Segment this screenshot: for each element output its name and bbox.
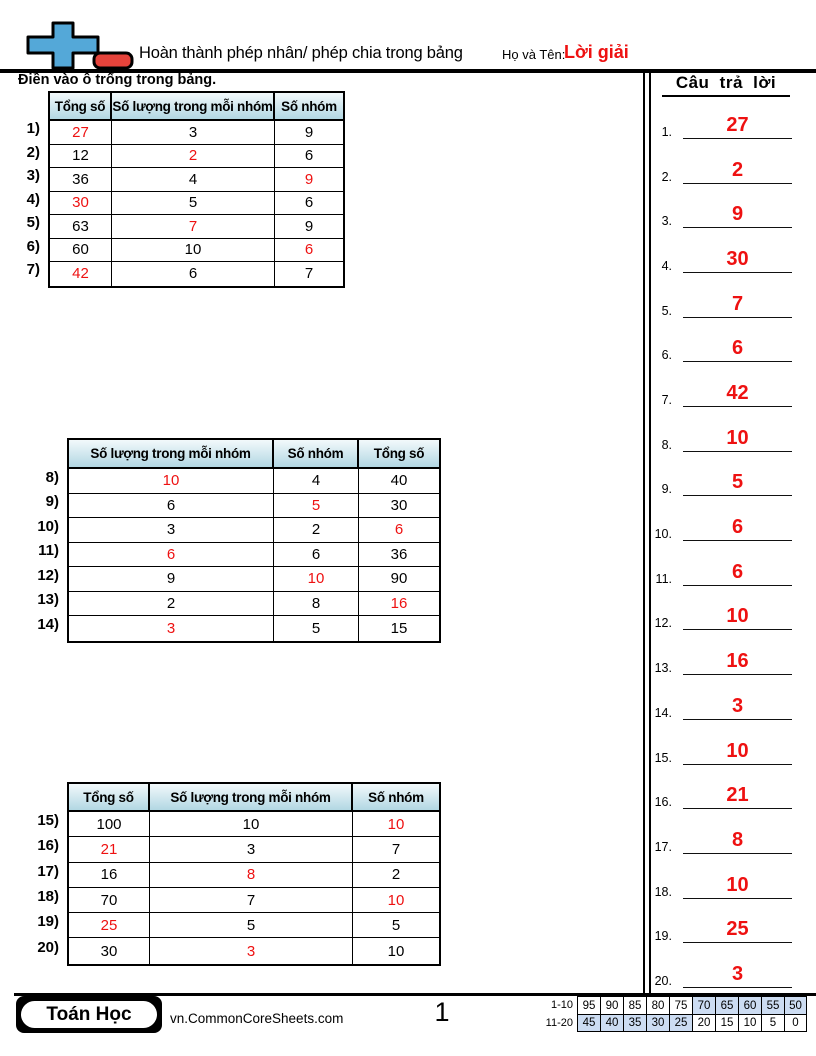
answer-blank-line <box>683 987 792 988</box>
column-header: Số lượng trong mỗi nhóm <box>112 93 275 119</box>
subject-badge-pill <box>21 1001 157 1028</box>
answer-blank-line <box>683 138 792 139</box>
score-cell: 55 <box>761 996 784 1014</box>
answer-cell: 6 <box>394 521 404 539</box>
answer-number: 10. <box>654 527 672 542</box>
row-label: 10) <box>37 517 59 535</box>
score-cell: 35 <box>623 1014 646 1032</box>
page-title: Hoàn thành phép nhân/ phép chia trong bảng <box>139 44 463 62</box>
answer-blank-line <box>683 540 792 541</box>
column-header: Số nhóm <box>275 93 343 119</box>
table-cell: 5 <box>274 616 359 641</box>
table-cell: 6 <box>304 147 314 165</box>
table-cell: 100 <box>69 812 150 836</box>
answer-value: 5 <box>731 471 744 494</box>
answer-blank-line <box>683 406 792 407</box>
table-row <box>50 239 343 263</box>
table-cell: 4 <box>112 168 275 191</box>
column-header: Số nhóm <box>274 440 359 467</box>
score-row <box>533 996 807 1014</box>
table-row <box>69 938 439 963</box>
answer-value: 6 <box>731 560 744 583</box>
table-cell: 12 <box>50 145 112 168</box>
row-label: 15) <box>37 812 59 830</box>
row-label: 8) <box>45 468 59 486</box>
answer-value: 10 <box>726 426 749 449</box>
score-cell: 60 <box>738 996 761 1014</box>
answer-number: 7. <box>661 393 672 408</box>
table-row <box>69 543 439 568</box>
plus-shape <box>28 23 98 68</box>
row-label: 14) <box>37 615 59 633</box>
answer-cell: 42 <box>50 262 112 286</box>
table-cell: 15 <box>390 619 408 637</box>
table-cell: 3 <box>112 121 275 144</box>
table-cell: 90 <box>390 570 408 588</box>
answer-cell: 5 <box>274 494 359 518</box>
answer-number: 11. <box>655 571 672 586</box>
table-row <box>69 494 439 519</box>
table-cell: 10 <box>112 239 275 262</box>
answer-number: 1. <box>661 125 672 139</box>
score-row-label: 11-20 <box>545 1017 573 1029</box>
answer-number: 4. <box>661 259 672 274</box>
answer-value: 30 <box>726 248 749 271</box>
table-1-row-labels <box>0 117 46 282</box>
table-header-row <box>69 440 439 469</box>
answer-number: 2. <box>661 169 672 184</box>
row-label: 13) <box>37 591 59 609</box>
page-number: 1 <box>434 997 450 1027</box>
row-label: 11) <box>38 542 59 560</box>
score-cell: 25 <box>669 1014 692 1032</box>
answer-value: 25 <box>726 918 749 941</box>
table-3-row-labels <box>0 808 65 960</box>
table-cell: 4 <box>274 469 359 493</box>
table-row <box>69 812 439 837</box>
answer-blank-line <box>683 317 792 318</box>
table-cell: 36 <box>50 168 112 191</box>
answer-blank-line <box>683 629 792 630</box>
answer-value: 27 <box>726 114 749 136</box>
table-header-row <box>69 784 439 812</box>
answer-number: 8. <box>661 437 672 452</box>
table-row <box>69 567 439 592</box>
answer-number: 13. <box>654 661 672 676</box>
answer-blank-line <box>683 585 792 586</box>
table-cell: 63 <box>50 215 112 238</box>
website-url: vn.CommonCoreSheets.com <box>170 1011 344 1026</box>
table-cell: 9 <box>69 567 274 591</box>
answer-blank-line <box>683 898 792 899</box>
answer-value: 16 <box>726 650 749 673</box>
worksheet-table-2 <box>67 438 441 643</box>
answer-number: 12. <box>654 616 672 631</box>
answer-number: 17. <box>654 839 672 854</box>
answer-value: 9 <box>731 203 744 226</box>
table-cell: 6 <box>69 494 274 518</box>
row-label: 7) <box>26 261 40 279</box>
table-cell: 6 <box>112 262 275 286</box>
row-label: 6) <box>26 237 40 255</box>
table-2-row-labels <box>0 465 65 637</box>
answer-number: 18. <box>654 884 672 899</box>
answer-cell: 7 <box>112 215 275 238</box>
row-label: 5) <box>26 214 40 232</box>
answer-blank-line <box>683 183 792 184</box>
answer-value: 10 <box>726 873 749 896</box>
table-row <box>69 518 439 543</box>
answer-cell: 25 <box>69 913 150 937</box>
answer-value: 8 <box>731 828 744 851</box>
table-cell: 40 <box>390 472 408 490</box>
answer-cell: 3 <box>69 616 274 641</box>
table-row <box>69 837 439 862</box>
score-cell: 65 <box>715 996 738 1014</box>
table-cell: 9 <box>304 217 314 235</box>
answer-cell: 10 <box>69 469 274 493</box>
row-label: 9) <box>45 493 59 511</box>
table-cell: 10 <box>150 812 353 836</box>
subject-badge <box>16 996 162 1033</box>
table-row <box>69 469 439 494</box>
worksheet-table-3 <box>67 782 441 966</box>
score-cell: 70 <box>692 996 715 1014</box>
answer-value: 10 <box>726 605 749 628</box>
table-header-row <box>50 93 343 121</box>
table-row <box>50 168 343 192</box>
answer-key-label: Lời giải <box>564 42 629 62</box>
table-row <box>69 592 439 617</box>
score-cell: 0 <box>784 1014 807 1032</box>
column-header: Số lượng trong mỗi nhóm <box>69 440 274 467</box>
answer-cell: 2 <box>112 145 275 168</box>
answer-blank-line <box>683 853 792 854</box>
row-label: 18) <box>37 888 59 906</box>
answer-value: 7 <box>731 292 744 315</box>
answer-cell: 30 <box>50 192 112 215</box>
table-cell: 5 <box>391 916 401 934</box>
table-cell: 6 <box>304 194 314 212</box>
table-row <box>69 616 439 641</box>
row-label: 16) <box>37 837 59 855</box>
row-label: 17) <box>37 862 59 880</box>
column-header: Số nhóm <box>353 784 439 810</box>
answer-cell: 8 <box>150 863 353 887</box>
answer-blank-line <box>683 451 792 452</box>
table-cell: 70 <box>69 888 150 912</box>
score-cell: 30 <box>646 1014 669 1032</box>
column-header: Tổng số <box>50 93 112 119</box>
answers-title: Câu trả lời <box>662 73 790 97</box>
score-cell: 50 <box>784 996 807 1014</box>
table-cell: 6 <box>274 543 359 567</box>
table-row <box>69 888 439 913</box>
table-row <box>69 913 439 938</box>
table-cell: 9 <box>304 123 314 141</box>
answer-cell: 3 <box>150 938 353 963</box>
answer-value: 3 <box>731 962 744 985</box>
score-cell: 75 <box>669 996 692 1014</box>
answer-blank-line <box>683 272 792 273</box>
answer-value: 3 <box>731 694 744 717</box>
row-label: 20) <box>37 938 59 956</box>
score-cell: 10 <box>738 1014 761 1032</box>
minus-shape <box>94 53 132 68</box>
answer-number: 3. <box>661 214 672 229</box>
answer-number: 19. <box>654 929 672 944</box>
score-cell: 80 <box>646 996 669 1014</box>
instruction-text: Điền vào ô trống trong bảng. <box>18 72 217 88</box>
subject-badge-label: Toán Học <box>46 1003 132 1025</box>
answer-blank-line <box>683 674 792 675</box>
answer-number: 14. <box>654 705 672 720</box>
score-cell: 20 <box>692 1014 715 1032</box>
table-cell: 5 <box>112 192 275 215</box>
score-cell: 45 <box>577 1014 600 1032</box>
table-cell: 30 <box>69 938 150 963</box>
name-label: Họ và Tên: <box>502 47 566 62</box>
answer-blank-line <box>683 361 792 362</box>
score-cell: 15 <box>715 1014 738 1032</box>
answer-blank-line <box>683 942 792 943</box>
answer-number: 20. <box>654 973 672 988</box>
answer-blank-line <box>683 764 792 765</box>
table-cell: 7 <box>150 888 353 912</box>
score-cell: 40 <box>600 1014 623 1032</box>
score-row-label: 1-10 <box>550 999 573 1011</box>
table-cell: 7 <box>304 265 314 283</box>
score-cell: 85 <box>623 996 646 1014</box>
row-label: 1) <box>26 120 40 138</box>
answer-number: 16. <box>654 795 672 810</box>
plus-minus-logo-icon <box>22 6 138 72</box>
table-cell: 5 <box>150 913 353 937</box>
table-row <box>69 863 439 888</box>
table-cell: 2 <box>69 592 274 616</box>
row-label: 2) <box>26 143 40 161</box>
answer-value: 42 <box>726 382 749 405</box>
answer-cell: 10 <box>387 815 405 833</box>
answer-value: 6 <box>731 516 744 539</box>
answer-blank-line <box>683 495 792 496</box>
table-row <box>50 215 343 239</box>
table-cell: 30 <box>390 496 408 514</box>
column-header: Tổng số <box>69 784 150 810</box>
answer-value: 6 <box>731 337 744 360</box>
column-header: Tổng số <box>359 440 439 467</box>
answer-value: 21 <box>726 784 749 807</box>
table-cell: 36 <box>390 545 408 563</box>
answer-cell: 10 <box>387 891 405 909</box>
answer-number: 9. <box>661 482 672 497</box>
answer-value: 2 <box>731 158 744 181</box>
answer-blank-line <box>683 719 792 720</box>
answer-blank-line <box>683 227 792 228</box>
score-cell: 5 <box>761 1014 784 1032</box>
table-row <box>50 262 343 286</box>
score-cell: 95 <box>577 996 600 1014</box>
table-cell: 3 <box>150 837 353 861</box>
table-cell: 7 <box>391 840 401 858</box>
answer-cell: 16 <box>390 594 408 612</box>
score-row <box>533 1014 807 1032</box>
table-row <box>50 121 343 145</box>
answer-cell: 9 <box>304 170 314 188</box>
table-cell: 2 <box>274 518 359 542</box>
answer-number: 6. <box>661 348 672 363</box>
row-label: 4) <box>26 190 40 208</box>
answer-cell: 6 <box>69 543 274 567</box>
answer-cell: 10 <box>274 567 359 591</box>
table-row <box>50 192 343 216</box>
answer-number: 5. <box>661 303 672 318</box>
table-cell: 10 <box>387 942 405 960</box>
table-cell: 8 <box>274 592 359 616</box>
row-label: 3) <box>26 167 40 185</box>
table-row <box>50 145 343 169</box>
row-label: 12) <box>37 566 59 584</box>
score-cell: 90 <box>600 996 623 1014</box>
answer-cell: 6 <box>304 241 314 259</box>
answer-cell: 21 <box>69 837 150 861</box>
row-label: 19) <box>37 913 59 931</box>
answer-value: 10 <box>726 739 749 762</box>
answer-blank-line <box>683 808 792 809</box>
score-grid <box>533 996 807 1032</box>
answer-number: 15. <box>654 750 672 765</box>
table-cell: 60 <box>50 239 112 262</box>
column-header: Số lượng trong mỗi nhóm <box>150 784 353 810</box>
table-cell: 2 <box>391 866 401 884</box>
worksheet-table-1 <box>48 91 345 288</box>
table-cell: 16 <box>69 863 150 887</box>
answer-cell: 27 <box>50 121 112 144</box>
table-cell: 3 <box>69 518 274 542</box>
